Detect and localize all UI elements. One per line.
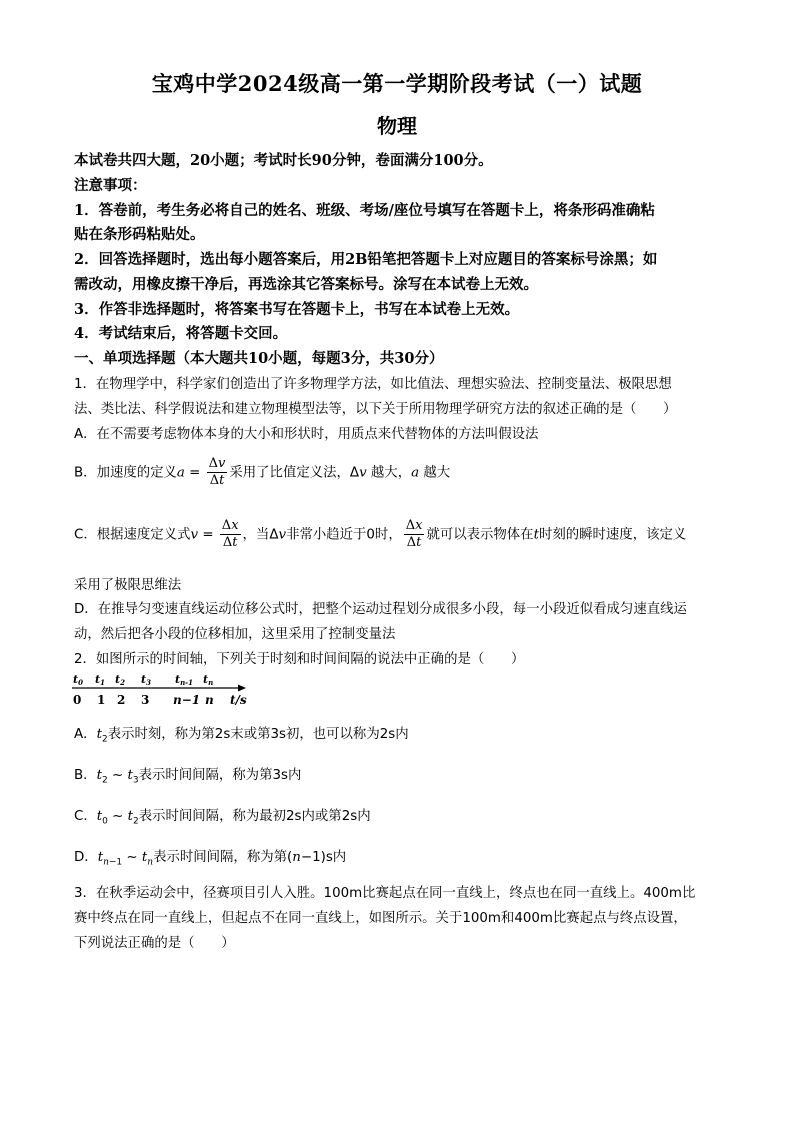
axis-bottom-label: 3 (141, 693, 150, 707)
axis-unit-label: t/s (230, 693, 247, 707)
q1-option-b: B．加速度的定义a = $\frac{\Delta v}{\Delta t}$ 采用了比值定义法，Δv 越大，a 越大 (74, 456, 451, 488)
note-2-line-1: 2．回答选择题时，选出每小题答案后，用2B铅笔把答题卡上对应题目的答案标号涂黑；如 (74, 251, 658, 268)
notes-heading: 注意事项： (74, 177, 147, 194)
q3-stem-line-2: 赛中终点在同一直线上，但起点不在同一直线上，如图所示。关于100m和400m比赛起点与终点设置， (74, 911, 687, 926)
q2-option-d: D．$t_{n-1}$ ~ $t_n$表示时间间隔，称为第(n−1)s内 (74, 850, 347, 868)
axis-bottom-label: 1 (97, 693, 106, 707)
exam-intro: 本试卷共四大题，20小题；考试时长90分钟，卷面满分100分。 (74, 152, 493, 169)
axis-bottom-label: n (205, 693, 214, 707)
axis-top-label: t3 (141, 673, 151, 687)
section-1-heading: 一、单项选择题（本大题共10小题，每题3分，共30分） (74, 350, 444, 367)
note-1-line-1: 1．答卷前，考生务必将自己的姓名、班级、考场/座位号填写在答题卡上，将条形码准确粘 (74, 202, 655, 219)
axis-top-label: tn (203, 673, 214, 687)
axis-top-label: tn-1 (175, 673, 193, 687)
q2-option-c: C．$t_0$ ~ $t_2$表示时间间隔，称为最初2s内或第2s内 (74, 809, 371, 827)
q3-stem-line-1: 3．在秋季运动会中，径赛项目引人入胜。100m比赛起点在同一直线上，终点也在同一直线上。400m比 (74, 886, 696, 901)
axis-top-label: t0 (73, 673, 83, 687)
fraction-dv-dt: $\frac{\Delta v}{\Delta t}$ (208, 456, 226, 488)
fraction-dx-dt-2: $\frac{\Delta x}{\Delta t}$ (405, 518, 423, 550)
axis-bottom-label: n−1 (173, 693, 201, 707)
q2-option-b: B．$t_2$ ~ $t_3$表示时间间隔，称为第3s内 (74, 768, 302, 786)
q1-stem-line-1: 1．在物理学中，科学家们创造出了许多物理学方法，如比值法、理想实验法、控制变量法、极限思想 (74, 377, 672, 392)
q1-option-d-line-1: D．在推导匀变速直线运动位移公式时，把整个运动过程划分成很多小段，每一小段近似看成匀速直线运 (74, 602, 687, 617)
q1-option-a: A．在不需要考虑物体本身的大小和形状时，用质点来代替物体的方法叫假设法 (74, 427, 539, 442)
q1-option-c-line-2: 采用了极限思维法 (74, 578, 182, 593)
axis-ellipsis: · (178, 684, 181, 694)
fraction-dx-dt: $\frac{\Delta x}{\Delta t}$ (221, 518, 239, 550)
q2-stem: 2．如图所示的时间轴，下列关于时刻和时间间隔的说法中正确的是（ ） (74, 652, 525, 667)
time-axis-figure (70, 670, 260, 710)
note-2-line-2: 需改动，用橡皮擦干净后，再选涂其它答案标号。涂写在本试卷上无效。 (74, 276, 538, 293)
axis-arrow-icon (238, 685, 246, 692)
q1-stem-line-2: 法、类比法、科学假说法和建立物理模型法等，以下关于所用物理学研究方法的叙述正确的是（ ） (74, 402, 677, 417)
subject-title: 物理 (377, 114, 417, 138)
axis-top-label: t2 (115, 673, 125, 687)
q1-option-d-line-2: 动，然后把各小段的位移相加，这里采用了控制变量法 (74, 627, 396, 642)
q2-option-a: A．$t_2$表示时刻，称为第2s末或第3s初，也可以称为2s内 (74, 727, 409, 745)
exam-title: 宝鸡中学2024级高一第一学期阶段考试（一）试题 (151, 71, 643, 96)
note-3: 3．作答非选择题时，将答案书写在答题卡上，书写在本试卷上无效。 (74, 301, 520, 318)
axis-bottom-label: 0 (73, 693, 82, 707)
note-1-line-2: 贴在条形码粘贴处。 (74, 226, 205, 243)
q1-option-c: C．根据速度定义式v = $\frac{\Delta x}{\Delta t}$ ，当Δv非常小趋近于0时， $\frac{\Delta x}{\Delta t}$ 就可以表示物体在t时刻的瞬时速度，该定义 (74, 518, 687, 550)
q3-stem-line-3: 下列说法正确的是（ ） (74, 936, 235, 951)
axis-bottom-label: 2 (117, 693, 126, 707)
axis-top-label: t1 (95, 673, 105, 687)
note-4: 4．考试结束后，将答题卡交回。 (74, 325, 288, 342)
